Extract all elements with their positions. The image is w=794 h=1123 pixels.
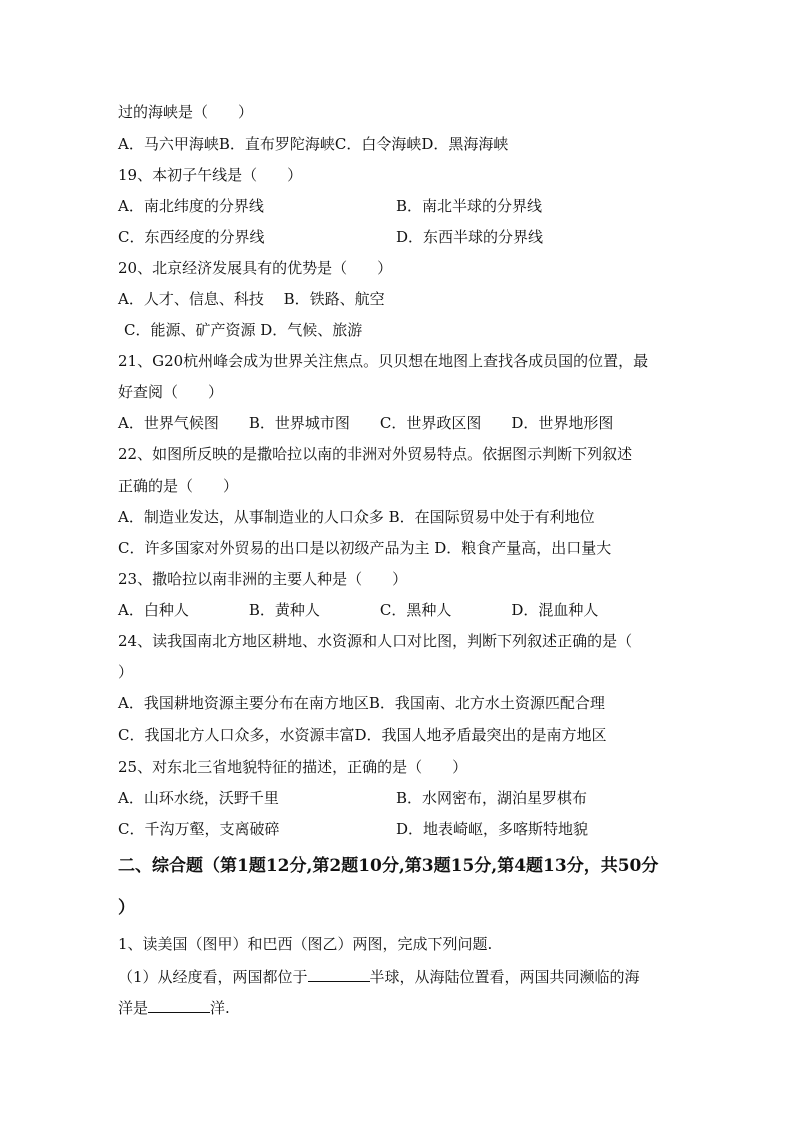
q25-option-b: B．水网密布，湖泊星罗棋布 bbox=[396, 789, 588, 807]
q20-options-ab: A．人才、信息、科技 B．铁路、航空 bbox=[118, 290, 385, 308]
q22-options-cd: C．许多国家对外贸易的出口是以初级产品为主 D．粮食产量高，出口量大 bbox=[118, 539, 612, 557]
section2-title-line1: 二、综合题（第1题12分,第2题10分,第3题15分,第4题13分，共50分 bbox=[118, 856, 659, 876]
q25-option-c: C．千沟万壑，支离破碎 bbox=[118, 820, 280, 838]
c1-part2-text-after: 洋. bbox=[210, 999, 230, 1017]
q21-options: A．世界气候图 B．世界城市图 C．世界政区图 D．世界地形图 bbox=[118, 414, 614, 432]
q21-stem-line2: 好查阅（ ） bbox=[118, 383, 224, 401]
q22-stem-line2: 正确的是（ ） bbox=[118, 477, 239, 495]
q25-stem: 25、对东北三省地貌特征的描述，正确的是（ ） bbox=[118, 758, 468, 776]
q22-stem-line1: 22、如图所反映的是撒哈拉以南的非洲对外贸易特点。依据图示判断下列叙述 bbox=[118, 445, 633, 463]
q23-options: A．白种人 B．黄种人 C．黑种人 D．混血种人 bbox=[118, 601, 599, 619]
q20-stem: 20、北京经济发展具有的优势是（ ） bbox=[118, 259, 393, 277]
q21-stem-line1: 21、G20杭州峰会成为世界关注焦点。贝贝想在地图上查找各成员国的位置，最 bbox=[118, 352, 649, 370]
c1-part1-line2 bbox=[118, 997, 678, 1018]
c1-part2-text-before: 洋是 bbox=[118, 999, 149, 1017]
c1-part1-line1 bbox=[118, 966, 678, 987]
q19-option-a: A．南北纬度的分界线 bbox=[118, 197, 264, 215]
q18-options: A．马六甲海峡B．直布罗陀海峡C．白令海峡D．黑海海峡 bbox=[118, 135, 509, 153]
q19-option-d: D．东西半球的分界线 bbox=[396, 228, 544, 246]
q19-option-c: C．东西经度的分界线 bbox=[118, 228, 265, 246]
q25-option-a: A．山环水绕，沃野千里 bbox=[118, 789, 279, 807]
q24-stem-line2: ） bbox=[118, 663, 134, 681]
q25-option-d: D．地表崎岖，多喀斯特地貌 bbox=[396, 820, 589, 838]
answer-blank-ocean[interactable] bbox=[148, 997, 210, 1013]
q20-options-cd: C．能源、矿产资源 D．气候、旅游 bbox=[124, 321, 363, 339]
c1-part1-text-before: （1）从经度看，两国都位于 bbox=[118, 968, 308, 986]
q18-stem-continuation: 过的海峡是（ ） bbox=[118, 103, 254, 121]
q22-options-ab: A．制造业发达，从事制造业的人口众多 B．在国际贸易中处于有利地位 bbox=[118, 508, 595, 526]
q24-options-cd: C．我国北方人口众多，水资源丰富D．我国人地矛盾最突出的是南方地区 bbox=[118, 726, 607, 744]
q24-options-ab: A．我国耕地资源主要分布在南方地区B．我国南、北方水土资源匹配合理 bbox=[118, 694, 605, 712]
c1-part1-text-after: 半球，从海陆位置看，两国共同濒临的海 bbox=[369, 968, 640, 986]
q19-stem: 19、本初子午线是（ ） bbox=[118, 166, 303, 184]
q24-stem-line1: 24、读我国南北方地区耕地、水资源和人口对比图，判断下列叙述正确的是（ bbox=[118, 632, 633, 650]
c1-stem: 1、读美国（图甲）和巴西（图乙）两图，完成下列问题. bbox=[118, 935, 493, 953]
answer-blank-hemisphere[interactable] bbox=[308, 966, 370, 982]
q19-option-b: B．南北半球的分界线 bbox=[396, 197, 543, 215]
q23-stem: 23、撒哈拉以南非洲的主要人种是（ ） bbox=[118, 570, 408, 588]
section2-title-line2: ） bbox=[118, 898, 135, 918]
